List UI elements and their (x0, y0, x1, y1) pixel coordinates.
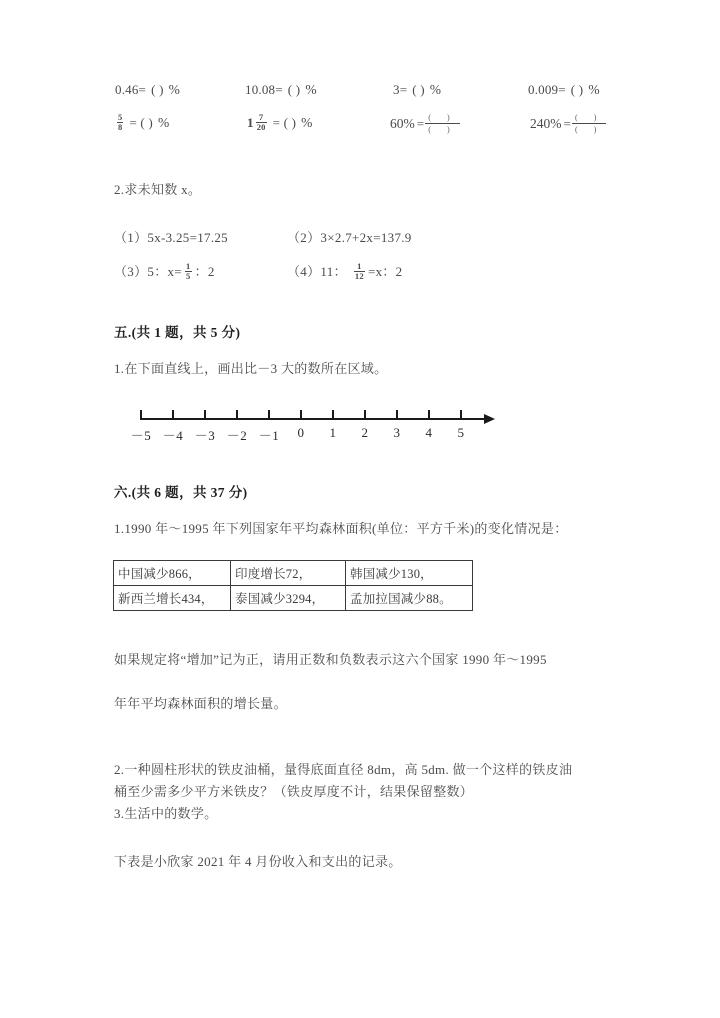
number-line-tick (460, 410, 462, 418)
blank-fraction-denominator: ( ) (425, 123, 459, 135)
number-line-label: 4 (425, 425, 433, 440)
percent-item-1 (115, 82, 180, 98)
unknowns-item-1 (114, 228, 228, 248)
section-six-q2-line1: 2.一种圆柱形状的铁皮油桶，量得底面直径 8dm，高 5dm. 做一个这样的铁皮油 (114, 762, 573, 777)
percent-item-6-unit: % (301, 114, 313, 130)
percent-item-3-unit: % (429, 82, 441, 97)
section-six-q1-intro: 1.1990 年～1995 年下列国家年平均森林面积(单位：平方千米)的变化情况是： (114, 521, 568, 536)
section-six-q2-line2: 桶至少需多少平方米铁皮？（铁皮厚度不计，结果保留整数） (114, 784, 474, 799)
unknowns-item-3 (114, 262, 215, 282)
section-six-q1-body-line1: 如果规定将“增加”记为正，请用正数和负数表示这六个国家 1990 年～1995 (114, 652, 547, 667)
unknowns-item-2-body: 3×2.7+2x=137.9 (320, 230, 412, 245)
percent-item-1-unit: % (168, 82, 180, 97)
table-row (114, 561, 473, 586)
number-line-label: 1 (329, 425, 337, 440)
number-line-tick (140, 410, 142, 418)
number-line-label: －5 (130, 428, 152, 443)
number-line-label: －4 (162, 428, 184, 443)
blank-fraction-240 (572, 113, 606, 135)
percent-conversion-row-1 (0, 82, 720, 108)
percent-item-2-left: 10.08= (245, 82, 283, 97)
fraction-numerator: 1 (185, 260, 191, 271)
number-line-axis (140, 418, 484, 420)
number-line-tick (396, 410, 398, 418)
section-five-title: 五.(共 1 题，共 5 分) (114, 325, 241, 340)
unknowns-item-4-prefix: 11： (320, 264, 347, 279)
unknowns-item-4-label: （4） (287, 264, 321, 279)
table-cell-newzealand: 新西兰增长434， (114, 586, 231, 611)
number-line-label: 5 (457, 425, 465, 440)
percent-item-7-eq: = (416, 116, 425, 131)
unknowns-item-1-label: （1） (114, 230, 148, 245)
table-row (114, 586, 473, 611)
number-line-label: －1 (258, 428, 280, 443)
fraction-numerator: 5 (118, 111, 123, 122)
percent-item-5-eq: = ( ) (129, 114, 153, 130)
number-line-tick (332, 410, 334, 418)
unknowns-item-2-label: （2） (287, 230, 321, 245)
blank-fraction-numerator: ( ) (428, 112, 457, 122)
number-line-tick (300, 410, 302, 418)
number-line-tick (364, 410, 366, 418)
blank-fraction-60 (425, 113, 459, 135)
percent-item-2-gap: ( ) (287, 82, 301, 97)
mixed-whole-part: 1 (247, 114, 254, 130)
section-five-question: 1.在下面直线上，画出比－3 大的数所在区域。 (114, 361, 388, 376)
fraction-5-over-8 (117, 113, 123, 132)
unknowns-item-3-suffix: ：2 (194, 264, 215, 279)
table-cell-india: 印度增长72， (231, 561, 346, 586)
percent-item-3-left: 3= (393, 82, 408, 97)
number-line (130, 418, 490, 450)
percent-item-8 (530, 113, 606, 135)
percent-item-4-unit: % (588, 82, 600, 97)
percent-item-8-left: 240% (530, 116, 562, 131)
percent-item-6-eq: = ( ) (272, 114, 297, 130)
percent-item-2 (245, 82, 317, 98)
fraction-denominator: 12 (354, 271, 364, 282)
unknowns-item-3-prefix: 5：x= (147, 264, 182, 279)
percent-conversion-row-2 (0, 113, 720, 143)
percent-item-4-gap: ( ) (570, 82, 584, 97)
unknowns-item-2 (287, 228, 412, 248)
blank-fraction-denominator: ( ) (572, 123, 606, 135)
blank-fraction-numerator: ( ) (575, 112, 604, 122)
section-six-q3-body: 下表是小欣家 2021 年 4 月份收入和支出的记录。 (114, 854, 402, 869)
unknowns-item-4-suffix: =x：2 (367, 264, 403, 279)
section-six-q3: 3.生活中的数学。 (114, 806, 218, 821)
percent-item-3 (393, 82, 441, 98)
fraction-denominator: 5 (185, 271, 191, 282)
number-line-tick (236, 410, 238, 418)
number-line-tick (204, 410, 206, 418)
percent-item-3-gap: ( ) (412, 82, 425, 97)
unknowns-item-1-body: 5x-3.25=17.25 (147, 230, 228, 245)
fraction-numerator: 1 (357, 260, 362, 271)
percent-item-1-left: 0.46= (115, 82, 147, 97)
unknowns-item-3-label: （3） (114, 264, 148, 279)
percent-item-6 (247, 113, 312, 132)
table-cell-bangladesh: 孟加拉国减少88。 (346, 586, 473, 611)
percent-item-7-left: 60% (390, 116, 415, 131)
fraction-denominator: 20 (256, 121, 266, 132)
fraction-numerator: 7 (258, 111, 264, 122)
percent-item-4-left: 0.009= (528, 82, 566, 97)
fraction-1-over-12 (354, 262, 365, 282)
section-six-title: 六.(共 6 题，共 37 分) (114, 485, 248, 500)
table-cell-korea: 韩国减少130， (346, 561, 473, 586)
number-line-tick (172, 410, 174, 418)
number-line-label: －2 (226, 428, 248, 443)
percent-item-5-unit: % (157, 114, 170, 130)
fraction-denominator: 8 (118, 121, 123, 132)
percent-item-2-unit: % (305, 82, 317, 97)
number-line-tick (428, 410, 430, 418)
section-six-q1-body-line2: 年年平均森林面积的增长量。 (114, 696, 287, 711)
table-cell-china: 中国减少866， (114, 561, 231, 586)
number-line-label: 0 (297, 425, 305, 440)
percent-item-4 (528, 82, 600, 98)
fraction-1-over-5 (185, 262, 192, 282)
percent-item-1-gap: ( ) (151, 82, 164, 97)
percent-item-7 (390, 113, 460, 135)
fraction-7-over-20 (256, 113, 267, 132)
number-line-tick (268, 410, 270, 418)
number-line-label: －3 (194, 428, 216, 443)
table-cell-thailand: 泰国减少3294， (231, 586, 346, 611)
number-line-arrow-icon (484, 414, 495, 424)
unknowns-heading: 2.求未知数 x。 (114, 182, 202, 197)
number-line-label: 3 (393, 425, 401, 440)
percent-item-8-eq: = (563, 116, 572, 131)
unknowns-item-4 (287, 262, 402, 282)
percent-item-5 (115, 113, 169, 132)
number-line-label: 2 (361, 425, 369, 440)
forest-area-table (113, 560, 473, 611)
